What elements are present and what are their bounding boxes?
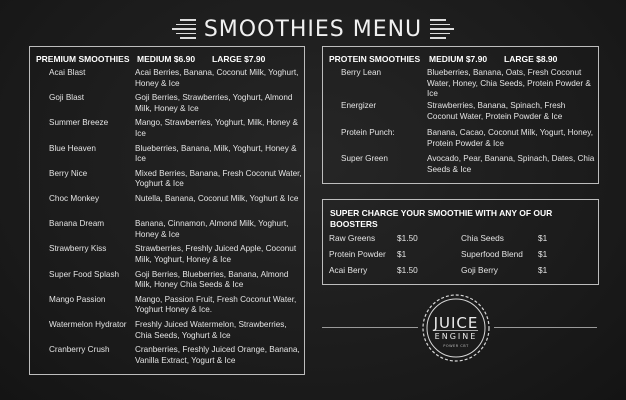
protein-large-price: LARGE $8.90	[504, 54, 558, 64]
item-ingredients: Avocado, Pear, Banana, Spinach, Dates, Chia Seeds & Ice	[427, 154, 595, 174]
item-name: Goji Blast	[49, 93, 85, 103]
protein-heading: PROTEIN SMOOTHIES	[329, 54, 421, 64]
booster-name: Raw Greens	[329, 233, 376, 243]
booster-price: $1	[538, 249, 548, 259]
item-name: Berry Lean	[341, 68, 382, 77]
supercharge-panel	[322, 199, 599, 285]
item-ingredients: Banana, Cinnamon, Almond Milk, Yoghurt, Honey & Ice	[135, 219, 289, 239]
item-ingredients: Banana, Cacao, Coconut Milk, Yogurt, Honey, Protein Powder & Ice	[427, 128, 593, 148]
protein-smoothies-panel	[322, 46, 599, 184]
item-name: Cranberry Crush	[49, 345, 110, 355]
protein-medium-price: MEDIUM $7.90	[429, 54, 488, 64]
item-ingredients: Strawberries, Banana, Spinach, Fresh Coconut Water, Protein Powder & Ice	[427, 101, 566, 121]
booster-name: Protein Powder	[329, 249, 386, 259]
menu-title: SMOOTHIES MENU	[203, 16, 423, 42]
premium-medium-price: MEDIUM $6.90	[137, 54, 196, 64]
item-ingredients: Acai Berries, Banana, Coconut Milk, Yoghurt, Honey & Ice	[135, 68, 299, 88]
item-ingredients: Goji Berries, Strawberries, Yoghurt, Almond Milk, Honey & Ice	[135, 93, 293, 113]
menu-title-bar	[0, 14, 626, 44]
item-ingredients: Nutella, Banana, Coconut Milk, Yoghurt & Ice	[135, 194, 299, 203]
item-ingredients: Goji Berries, Blueberries, Banana, Almond Milk, Honey Chia Seeds & Ice	[135, 269, 289, 290]
item-ingredients: Cranberries, Freshly Juiced Orange, Banana, Vanilla Extract, Yogurt & Ice	[135, 345, 300, 365]
booster-price: $1	[397, 249, 407, 259]
svg-text:POWER CBT: POWER CBT	[443, 344, 469, 348]
title-stripes-right	[430, 19, 454, 39]
premium-large-price: LARGE $7.90	[212, 54, 266, 64]
booster-name: Superfood Blend	[461, 249, 523, 259]
booster-price: $1.50	[397, 233, 418, 243]
item-ingredients: Blueberries, Banana, Milk, Yoghurt, Honey & Ice	[135, 143, 297, 164]
title-stripes-left	[172, 19, 196, 39]
item-name: Protein Punch:	[341, 128, 395, 137]
item-name: Strawberry Kiss	[49, 244, 107, 254]
item-name: Super Food Splash	[49, 269, 120, 279]
svg-text:JUICE: JUICE	[433, 314, 479, 332]
item-name: Super Green	[341, 154, 388, 163]
premium-heading: PREMIUM SMOOTHIES	[36, 54, 130, 64]
item-name: Berry Nice	[49, 168, 88, 178]
item-ingredients: Strawberries, Freshly Juiced Apple, Coconut Milk, Yoghurt, Honey & Ice	[135, 244, 297, 264]
divider-line-right	[494, 327, 597, 328]
booster-price: $1	[538, 265, 548, 275]
booster-name: Acai Berry	[329, 265, 368, 275]
item-ingredients: Mango, Passion Fruit, Fresh Coconut Water, Yoghurt Honey & Ice.	[135, 294, 297, 315]
item-ingredients: Freshly Juiced Watermelon, Strawberries, Chia Seeds, Yoghurt & Ice	[135, 320, 287, 340]
divider-line-left	[322, 327, 418, 328]
item-ingredients: Blueberries, Banana, Oats, Fresh Coconut Water, Honey, Chia Seeds, Protein Powder & Ice	[427, 68, 591, 98]
booster-name: Goji Berry	[461, 265, 498, 275]
supercharge-heading: SUPER CHARGE YOUR SMOOTHIE WITH ANY OF OUR BOOSTERS	[330, 208, 553, 229]
item-name: Banana Dream	[49, 219, 105, 229]
item-ingredients: Mango, Strawberries, Yoghurt, Milk, Honey & Ice	[135, 118, 298, 138]
item-name: Blue Heaven	[49, 143, 96, 153]
item-name: Summer Breeze	[49, 118, 109, 128]
juice-engine-logo	[420, 292, 492, 364]
booster-price: $1	[538, 233, 548, 243]
item-name: Watermelon Hydrator	[49, 320, 127, 329]
svg-text:ENGINE: ENGINE	[434, 332, 478, 341]
item-name: Energizer	[341, 101, 377, 110]
item-name: Choc Monkey	[49, 194, 100, 203]
item-name: Acai Blast	[49, 68, 86, 77]
premium-smoothies-panel	[29, 46, 305, 375]
item-name: Mango Passion	[49, 294, 106, 304]
booster-name: Chia Seeds	[461, 233, 504, 243]
item-ingredients: Mixed Berries, Banana, Fresh Coconut Water, Yoghurt & Ice	[135, 168, 302, 189]
booster-price: $1.50	[397, 265, 418, 275]
